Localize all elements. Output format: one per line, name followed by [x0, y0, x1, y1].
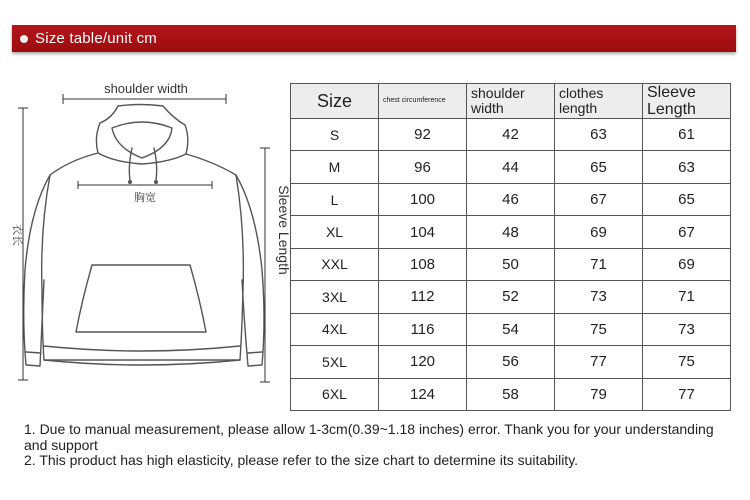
cell-shoulder: 58 — [467, 378, 555, 411]
cell-size: M — [291, 151, 379, 183]
cell-chest: 124 — [379, 378, 467, 411]
cell-sleeve: 75 — [643, 346, 731, 378]
cell-chest: 100 — [379, 183, 467, 215]
table-row — [291, 151, 731, 183]
cell-size: XL — [291, 216, 379, 248]
cell-length: 69 — [555, 216, 643, 248]
cell-sleeve: 77 — [643, 378, 731, 411]
cell-size: L — [291, 183, 379, 215]
cell-length: 65 — [555, 151, 643, 183]
cell-chest: 108 — [379, 248, 467, 280]
cell-length: 75 — [555, 313, 643, 345]
cell-chest: 92 — [379, 119, 467, 151]
kangaroo-pocket — [76, 265, 206, 332]
right-cuff — [248, 352, 262, 353]
size-table — [290, 83, 731, 411]
cell-sleeve: 73 — [643, 313, 731, 345]
cell-length: 63 — [555, 119, 643, 151]
cell-sleeve: 63 — [643, 151, 731, 183]
cell-chest: 96 — [379, 151, 467, 183]
cell-shoulder: 50 — [467, 248, 555, 280]
table-row — [291, 313, 731, 345]
drawstring-right — [154, 148, 157, 180]
cell-sleeve: 67 — [643, 216, 731, 248]
table-row — [291, 248, 731, 280]
header-chest: chest circumference — [379, 84, 467, 119]
cell-sleeve: 61 — [643, 119, 731, 151]
cell-shoulder: 54 — [467, 313, 555, 345]
cell-length: 73 — [555, 281, 643, 313]
banner-title: Size table/unit cm — [35, 30, 157, 47]
hood-outline — [96, 105, 187, 165]
table-row — [291, 378, 731, 411]
cell-shoulder: 42 — [467, 119, 555, 151]
cell-length: 77 — [555, 346, 643, 378]
table-header-row — [291, 84, 731, 119]
length-label: 衣长 — [11, 224, 24, 246]
bullet-icon — [20, 35, 28, 43]
cell-length: 71 — [555, 248, 643, 280]
title-banner — [12, 25, 736, 52]
hem-band — [44, 346, 240, 365]
header-size: Size — [291, 84, 379, 119]
cell-shoulder: 44 — [467, 151, 555, 183]
header-shoulder: shoulder width — [467, 84, 555, 119]
table-row — [291, 183, 731, 215]
cell-chest: 120 — [379, 346, 467, 378]
cell-size: 3XL — [291, 281, 379, 313]
shoulder-width-label: shoulder width — [104, 81, 188, 96]
body-outline — [42, 153, 244, 360]
header-sleeve: Sleeve Length — [643, 84, 731, 119]
cell-size: 4XL — [291, 313, 379, 345]
chest-label: 胸宽 — [134, 191, 156, 204]
table-row — [291, 281, 731, 313]
cell-size: S — [291, 119, 379, 151]
cell-shoulder: 46 — [467, 183, 555, 215]
left-cuff — [26, 352, 41, 353]
hood-inner — [112, 122, 172, 158]
table-row — [291, 216, 731, 248]
cell-size: 5XL — [291, 346, 379, 378]
cell-chest: 116 — [379, 313, 467, 345]
notes — [24, 422, 714, 469]
cell-length: 79 — [555, 378, 643, 411]
note-1: 1. Due to manual measurement, please allow 1-3cm(0.39~1.18 inches) error. Thank you for your understanding and support — [24, 421, 714, 453]
sleeve-length-label: Sleeve Length — [276, 185, 292, 275]
cell-length: 67 — [555, 183, 643, 215]
table-row — [291, 346, 731, 378]
cell-shoulder: 52 — [467, 281, 555, 313]
cell-chest: 104 — [379, 216, 467, 248]
cell-sleeve: 71 — [643, 281, 731, 313]
cell-chest: 112 — [379, 281, 467, 313]
cell-size: XXL — [291, 248, 379, 280]
cell-shoulder: 48 — [467, 216, 555, 248]
header-clothes-length: clothes length — [555, 84, 643, 119]
cell-sleeve: 65 — [643, 183, 731, 215]
table-row — [291, 119, 731, 151]
note-2: 2. This product has high elasticity, please refer to the size chart to determine its suitability. — [24, 452, 579, 468]
cell-shoulder: 56 — [467, 346, 555, 378]
cell-size: 6XL — [291, 378, 379, 411]
cell-sleeve: 69 — [643, 248, 731, 280]
hoodie-diagram — [0, 70, 290, 415]
